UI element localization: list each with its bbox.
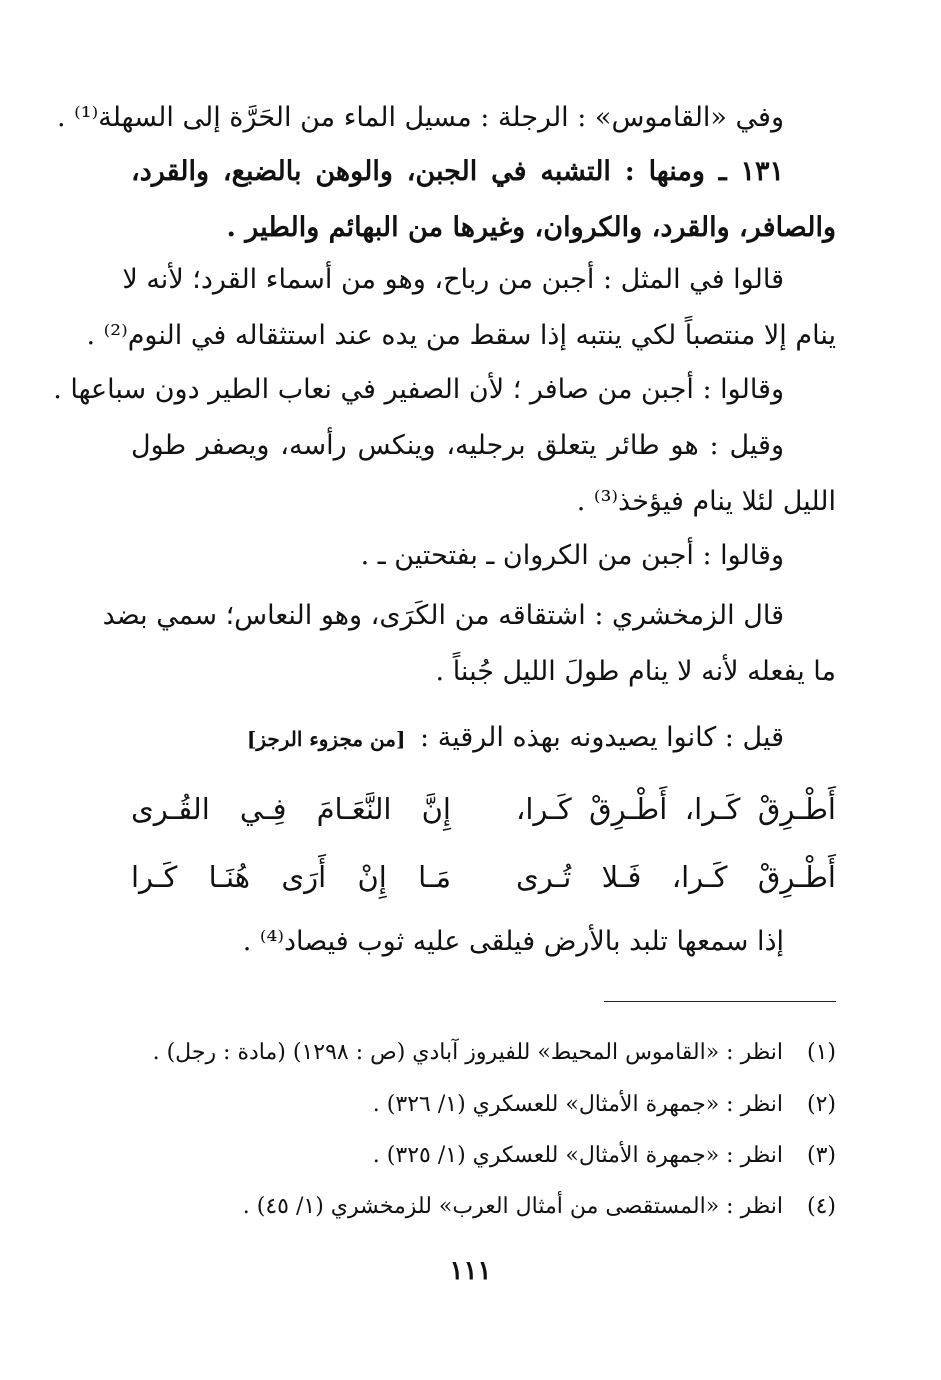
page-number: ١١١ — [449, 1256, 492, 1286]
footnote-1-number: (١) — [806, 1040, 836, 1065]
section-heading-line-1: ١٣١ ـ ومنها : التشبه في الجبن، والوهن بالضبع، والقرد، — [131, 156, 784, 187]
footnote-4-text: انظر : «المستقصى من أمثال العرب» للزمخشري (١/ ٤٥) . — [242, 1194, 783, 1219]
footnote-2-number: (٢) — [806, 1092, 836, 1117]
verse-2-second-hemistich: مَـا إِنْ أَرَى هُنَـا كَـرا — [131, 860, 451, 894]
body-line-8: الليل لئلا ينام فيؤخذ⁽³⁾ . — [576, 486, 836, 517]
verse-2-first-hemistich: أَطْـرِقْ كَـرا، فَـلا تُـرى — [516, 860, 836, 894]
footnote-3-text: انظر : «جمهرة الأمثال» للعسكري (١/ ٣٢٥) . — [372, 1143, 783, 1168]
footnote-2 — [131, 1087, 836, 1123]
footnote-1 — [131, 1035, 836, 1071]
verse-row-1 — [131, 784, 836, 834]
body-line-11: ما يفعله لأنه لا ينام طولَ الليل جُبناً . — [435, 656, 836, 687]
footnote-4 — [131, 1189, 836, 1225]
verse-1-second-hemistich: إِنَّ النَّعَـامَ فِـي القُـرى — [131, 792, 451, 826]
body-line-10: قال الزمخشري : اشتقاقه من الكَرَى، وهو النعاس؛ سمي بضد — [102, 600, 784, 631]
footnote-separator — [604, 1001, 836, 1002]
footnote-1-text: انظر : «القاموس المحيط» للفيروز آبادي (ص : ١٢٩٨) (مادة : رجل) . — [152, 1040, 783, 1065]
verse-intro — [131, 716, 836, 760]
footnote-3 — [131, 1138, 836, 1174]
body-line-6: وقالوا : أجبن من صافر ؛ لأن الصفير في نعاب الطير دون سباعها . — [53, 374, 784, 405]
verse-intro-text: قيل : كانوا يصيدونه بهذه الرقية : — [420, 722, 784, 753]
body-line-1: وفي «القاموس» : الرجلة : مسيل الماء من الحَرَّة إلى السهلة⁽¹⁾ . — [56, 102, 784, 133]
footnote-2-text: انظر : «جمهرة الأمثال» للعسكري (١/ ٣٢٦) . — [372, 1092, 783, 1117]
verse-row-2 — [131, 852, 836, 902]
body-line-7: وقيل : هو طائر يتعلق برجليه، وينكس رأسه، ويصفر طول — [131, 430, 784, 461]
body-line-4: قالوا في المثل : أجبن من رباح، وهو من أسماء القرد؛ لأنه لا — [122, 264, 784, 295]
footnote-4-number: (٤) — [806, 1194, 836, 1219]
section-heading-line-2: والصافر، والقرد، والكروان، وغيرها من البهائم والطير . — [226, 212, 836, 243]
body-line-9: وقالوا : أجبن من الكروان ـ بفتحتين ـ . — [360, 540, 784, 571]
verse-1-first-hemistich: أَطْـرِقْ كَـرا، أَطْـرِقْ كَـرا، — [516, 792, 836, 826]
meter-label: [من مجزوء الرجز] — [246, 727, 406, 751]
footnote-3-number: (٣) — [806, 1143, 836, 1168]
after-verse-line: إذا سمعها تلبد بالأرض فيلقى عليه ثوب فيصاد⁽⁴⁾ . — [242, 926, 784, 957]
body-line-5: ينام إلا منتصباً لكي ينتبه إذا سقط من يده عند استثقاله في النوم⁽²⁾ . — [86, 320, 836, 351]
